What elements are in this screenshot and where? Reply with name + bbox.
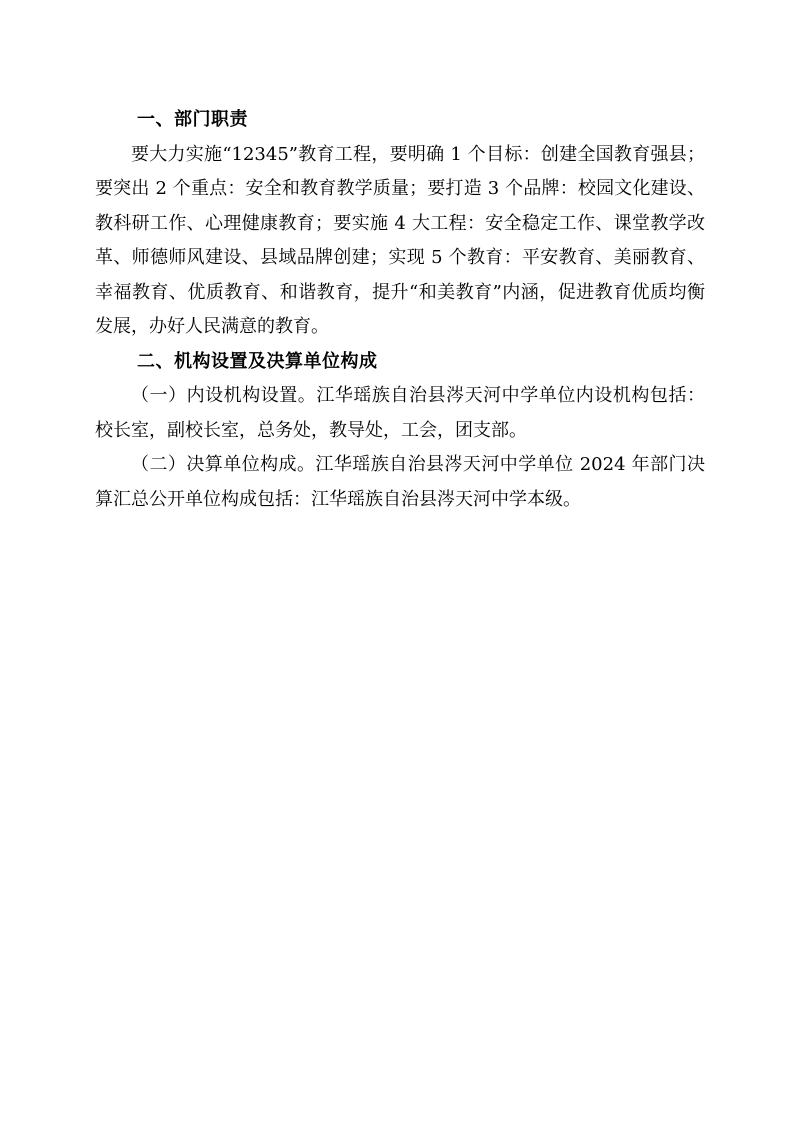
section-heading-department-duties: 一、部门职责 bbox=[137, 109, 248, 130]
final-accounts-unit-paragraph: （二）决算单位构成。江华瑶族自治县涔天河中学单位 2024 年部门决算汇总公开单位构成包括：江华瑶族自治县涔天河中学本级。 bbox=[95, 454, 705, 510]
internal-structure-paragraph: （一）内设机构设置。江华瑶族自治县涔天河中学单位内设机构包括：校长室，副校长室，总务处，教导处，工会，团支部。 bbox=[95, 385, 705, 441]
department-duties-paragraph: 要大力实施“12345”教育工程，要明确 1 个目标：创建全国教育强县；要突出 2 个重点：安全和教育教学质量；要打造 3 个品牌：校园文化建设、教科研工作、心理健康教育；要实施 4 大工程：安全稳定工作、课堂教学改革、师德师风建设、县域品牌创建；实现 5 个教育：平安教育、美丽教育、幸福教育、优质教育、和谐教育，提升“和美教育”内涵，促进教育优质均衡发展，办好人民满意的教育。 bbox=[95, 143, 705, 337]
document-body bbox=[95, 103, 705, 517]
section-heading-organization: 二、机构设置及决算单位构成 bbox=[137, 350, 378, 372]
